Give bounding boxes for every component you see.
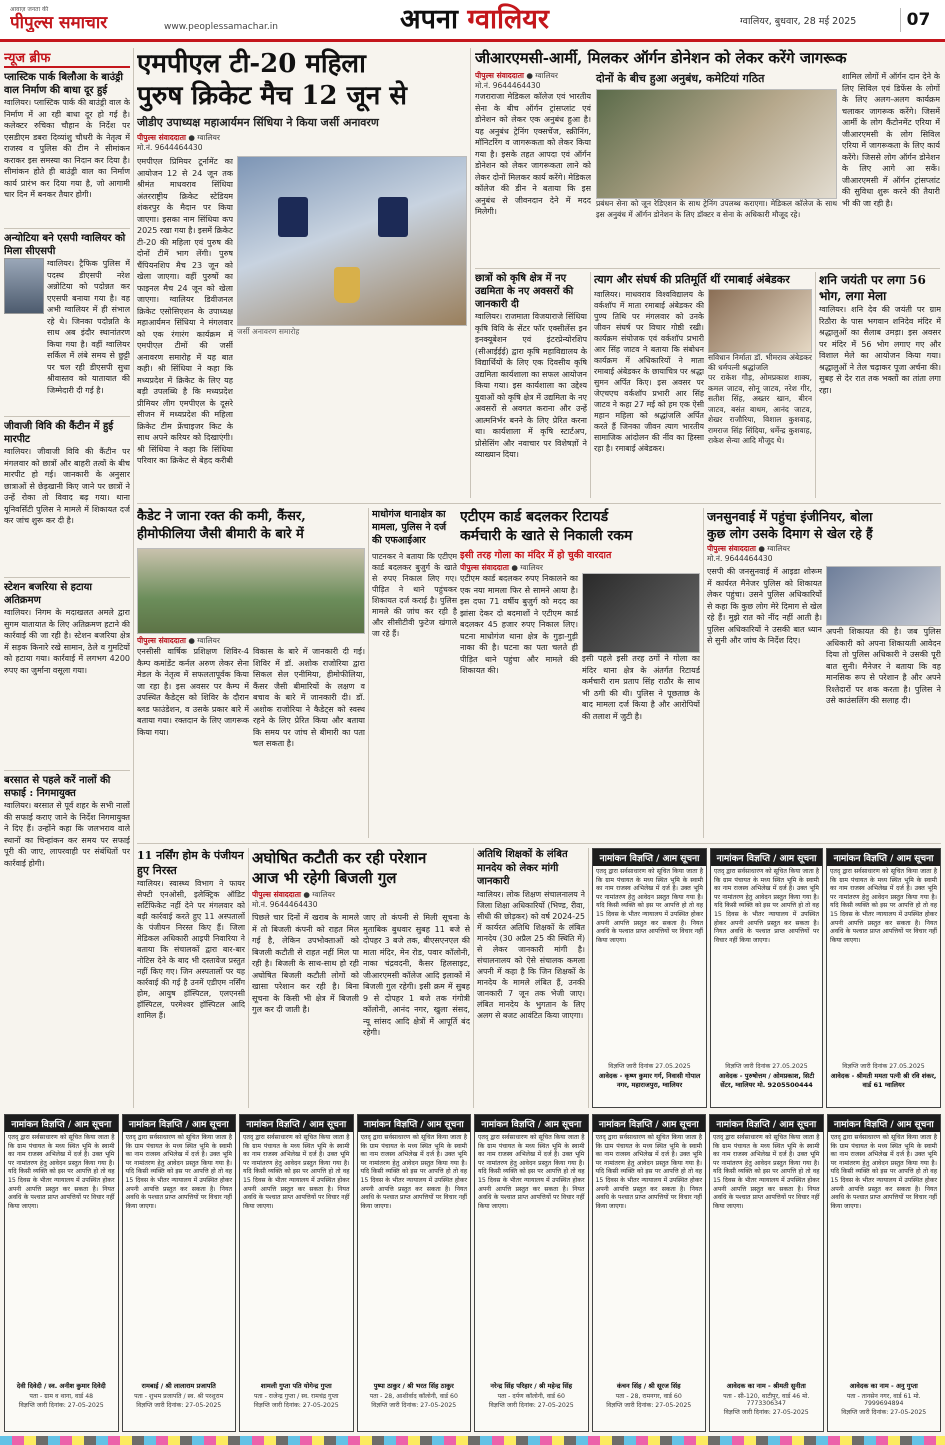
brief-text: ग्वालियर। जीवाजी विवि की कैंटीन पर मंगलवार को छात्रों और बाहरी तत्वों के बीच मारपीट हो गई। जानकारी के अनुसार छात्राओं से छेड़खानी किए जाने पर छात्रों ने उन्हें रोका तो विवाद बढ़ गया। थाना यूनिवर्सिटी पुलिस ने मामले में शिकायत दर्ज कर जांच शुरू कर दी है। — [4, 447, 130, 525]
public-notice — [827, 1114, 942, 1432]
notice-date: विज्ञप्ति जारी दिनांक: 27-05-2025 — [18, 1402, 104, 1409]
notice-title: नामांकन विज्ञप्ति / आम सूचना — [240, 1115, 353, 1132]
madhoganj-text: पाटनकर ने बताया कि एटीएम कार्ड बदलकर बुजुर्ग के खाते से रुपए निकाल लिए गए। पीड़ित ने थाने पहुंचकर शिकायत दर्ज कराई है। पुलिस मामले की जांच कर रही है और सीसीटीवी फुटेज खंगाले जा रहे हैं। — [372, 552, 457, 638]
guest-text: ग्वालियर। लोक शिक्षण संचालनालय ने जिला शिक्षा अधिकारियों (भिण्ड, रीवा, सीधी की छोड़कर) को वर्ष 2024-25 में कार्यरत अतिथि शिक्षकों के लंबित मानदेय (30 अप्रैल 25 की स्थिति में) से लेकर जानकारी मांगी है। संचालनालय को ऐसे संचालक कमला अपनी में कहा है कि जिन शिक्षकों के मानदेय के मामले लंबित हैं, उनकी जानकारी 7 जून तक भेजी जाए। लंबित मानदेय के भुगतान के लिए अलग से बजट आवंटित किया जाएगा। — [477, 889, 585, 1020]
atm-text: एटीएम कार्ड बदलकर रुपए निकालने का एक नया मामला फिर से सामने आया है। इस दफा 71 वर्षीय बुजुर्ग को मदद का झांसा देकर दो बदमाशों ने एटीएम कार्ड बदलकर 45 हजार रुपए निकाल लिए। घटना माधोगंज थाना क्षेत्र के गुड़ा-गुड़ी नाका की है। घटना का पता चलते ही पीड़ित थाने पहुंचा और मामले की शिकायत की। — [460, 574, 578, 675]
notice-title: नामांकन विज्ञप्ति / आम सूचना — [593, 1115, 706, 1132]
madhoganj-headline: माधोगंज थानाक्षेत्र का मामला, पुलिस ने दर्ज की एफआईआर — [372, 509, 447, 546]
byline-reporter: पीपुल्स संवाददाता — [460, 563, 509, 572]
notice-title: नामांकन विज्ञप्ति / आम सूचना — [710, 1115, 823, 1132]
cadet-byline: पीपुल्स संवाददाता ● ग्वालियर — [137, 636, 220, 645]
power-byline: पीपुल्स संवाददाता ● ग्वालियर — [252, 890, 335, 899]
cadet-headline-1: कैडेट ने जाना रक्त की कमी, कैंसर, — [137, 509, 306, 524]
public-notice — [357, 1114, 472, 1432]
jansunwai-text-2: अपनी शिकायत की है। जब पुलिस अधिकारी को अपना शिकायती आवेदन दिया तो पुलिस अधिकारी ने उसकी पूरी बात सुनी। मैनेजर ने बताया कि वह मानसिक रूप से परेशान है और अपने रिश्तेदारों पर शक करता है। पुलिस ने उसे काउंसलिंग की सलाह दी। — [826, 627, 941, 705]
print-registration-strip — [0, 1436, 945, 1445]
shani-text: ग्वालियर। शनि देव की जयंती पर ग्राम रिठौरा के पास भगवान शनिदेव मंदिर में श्रद्धालुओं का सैलाब उमड़ा। इस अवसर पर मंदिर में 56 भोग लगाए गए और विशाल मेले का आयोजन किया गया। श्रद्धालुओं ने तेल चढ़ाकर पूजा अर्चना की। सुबह से देर रात तक भक्तों का तांता लगा रहा। — [819, 305, 941, 395]
byline-reporter: पीपुल्स संवाददाता — [137, 133, 186, 142]
lead-photo — [237, 156, 467, 326]
atm-text-2: इसी पहले इसी तरह ठगों ने गोला का मंदिर थाना क्षेत्र के अंतर्गत रिटायर्ड कर्मचारी राम प्रताप सिंह राठौर के साथ भी ठगी की थी। पुलिस ने पूछताछ के बाद मामला दर्ज किया है और आरोपियों की तलाश में जुटी है। — [582, 654, 700, 721]
brief-text: ग्वालियर। बरसात से पूर्व शहर के सभी नालों की सफाई कराए जाने के निर्देश निगमायुक्त ने दिए हैं। उन्होंने कहा कि जलभराव वाले स्थानों का चिन्हांकन कर समय पर सफाई पूरी की जाए, लापरवाही पर संबंधितों पर कार्रवाई होगी। — [4, 801, 130, 868]
notice-addr: पता - दर्पण कॉलोनी, वार्ड 60 — [497, 1393, 565, 1400]
news-brief-column — [4, 48, 130, 1108]
jansunwai-mobile: मो.नं. 9644464430 — [707, 554, 773, 563]
public-notice — [709, 1114, 824, 1432]
notice-sign: शामली गुप्ता पति योगेन्द्र गुप्ता — [260, 1382, 332, 1390]
notice-title: नामांकन विज्ञप्ति / आम सूचना — [828, 1115, 941, 1132]
byline-city: ग्वालियर — [197, 133, 220, 142]
lead-mobile: मो.नं. 9644464430 — [137, 143, 203, 152]
cadet-headline-2: हीमोफीलिया जैसी बीमारी के बारे में — [137, 527, 304, 542]
notice-sign: रामबाई / श्री लालाराम प्रजापति — [141, 1382, 216, 1390]
notice-sign: कंचन सिंह / श्री सूरज सिंह — [616, 1382, 681, 1390]
ambedkar-story — [594, 272, 812, 498]
notice-body: एतद् द्वारा सर्वसाधारण को सूचित किया जाता है कि ग्राम पंचायत के मध्य स्थित भूमि के स्वामी का नाम राजस्व अभिलेख में दर्ज है। उक्त भूमि पर नामांतरण हेतु आवेदन प्रस्तुत किया गया है। यदि किसी व्यक्ति को इस पर आपत्ति हो तो वह 15 दिवस के भीतर न्यायालय में उपस्थित होकर अपनी आपत्ति प्रस्तुत कर सकता है। नियत अवधि के पश्चात प्राप्त आपत्तियों पर विचार नहीं किया जाएगा। — [8, 1134, 115, 1210]
notice-sign: आवेदक - कृष्ण कुमार गर्ग, निवासी गोपाल नगर, महाराजपुरा, ग्वालियर — [598, 1072, 701, 1089]
ambedkar-photo — [708, 289, 812, 353]
notice-sign: पुष्पा ठाकुर / श्री भरत सिंह ठाकुर — [373, 1382, 454, 1390]
public-notice — [4, 1114, 119, 1432]
lead-headline-1: एमपीएल टी-20 महिला — [137, 49, 366, 79]
website: www.peoplessamachar.in — [164, 22, 278, 32]
bottom-notices — [4, 1114, 941, 1432]
notice-body: एतद् द्वारा सर्वसाधारण को सूचित किया जाता है कि ग्राम पंचायत के मध्य स्थित भूमि के स्वामी का नाम राजस्व अभिलेख में दर्ज है। उक्त भूमि पर नामांतरण हेतु आवेदन प्रस्तुत किया गया है। यदि किसी व्यक्ति को इस पर आपत्ति हो तो वह 15 दिवस के भीतर न्यायालय में उपस्थित होकर अपनी आपत्ति प्रस्तुत कर सकता है। नियत अवधि के पश्चात प्राप्त आपत्तियों पर विचार नहीं किया जाएगा। — [360, 1134, 467, 1210]
army-mobile: मो.नं. 9644464430 — [475, 81, 541, 90]
section-title — [400, 2, 600, 38]
notice-addr: पता - 28, आशीर्वाद कॉलोनी, वार्ड 60 — [369, 1393, 458, 1400]
army-headline: जीआरएमसी-आर्मी, मिलकर ऑर्गन डोनेशन को लेकर करेंगे जागरूक — [475, 49, 847, 67]
notice-body: एतद् द्वारा सर्वसाधारण को सूचित किया जाता है कि ग्राम पंचायत के मध्य स्थित भूमि के स्वामी का नाम राजस्व अभिलेख में दर्ज है। उक्त भूमि पर नामांतरण हेतु आवेदन प्रस्तुत किया गया है। यदि किसी व्यक्ति को इस पर आपत्ति हो तो वह 15 दिवस के भीतर न्यायालय में उपस्थित होकर अपनी आपत्ति प्रस्तुत कर सकता है। नियत अवधि के पश्चात प्राप्त आपत्तियों पर विचार नहीं किया जाएगा। — [595, 1134, 702, 1210]
byline-city: ग्वालियर — [535, 71, 558, 80]
brief-title: स्टेशन बजरिया से हटाया अतिक्रमण — [4, 582, 93, 606]
paper-tagline: आवाज़ जनता की — [10, 6, 49, 13]
brief-title: प्लास्टिक पार्क बिलौआ के बाउंड्री वाल निर्माण की बाधा दूर हुई — [4, 72, 123, 96]
section-prefix: अपना — [400, 4, 458, 35]
byline-reporter: पीपुल्स संवाददाता — [137, 636, 186, 645]
public-notice — [710, 848, 823, 1108]
notice-sign: नरेन्द्र सिंह परिहार / श्री महेन्द्र सिंह — [490, 1382, 573, 1390]
notice-date: विज्ञप्ति जारी दिनांक: 27-05-2025 — [253, 1402, 339, 1409]
lead-text: एमपीएल प्रिमियर टूर्नामेंट का आयोजन 12 से 24 जून तक श्रीमंत माधवराव सिंधिया अंतरराष्ट्रीय क्रिकेट स्टेडियम शंकरपुर के मैदान पर किया जाएगा। इसका नाम सिंधिया कप 2025 रखा गया है। इसमें क्रिकेट टी-20 की महिला एवं पुरुष की दोनों टीमें भाग लेंगी। पुरुष चैंपियनशिप मैच 23 जून को खेला जाएगा। वहीं पुरुषों का फाइनल मैच 24 जून को खेला जाएगा। ग्वालियर डिवीजनल क्रिकेट एसोसिएशन के उपाध्यक्ष महाआर्यमन सिंधिया ने मंगलवार को एक रंगारंग कार्यक्रम में एमपीएल टीमों की जर्सी अनावरण समारोह में यह बात कही। श्री सिंधिया ने कहा कि मध्यप्रदेश में क्रिकेट के लिए यह बड़ी उपलब्धि है कि मध्यप्रदेश प्रीमियर लीग एमपीएल के दूसरे सीजन में मध्यप्रदेश की महिला क्रिकेट टीम फ्रेंचाइजर किट के साथ अपने करियर को दिखाएंगी। श्री सिंधिया ने कहा कि सिंधिया परिवार का क्रिकेट से बेहद करीबी — [137, 157, 233, 465]
notice-body: एतद् द्वारा सर्वसाधारण को सूचित किया जाता है कि ग्राम पंचायत के मध्य स्थित भूमि के स्वामी का नाम राजस्व अभिलेख में दर्ज है। उक्त भूमि पर नामांतरण हेतु आवेदन प्रस्तुत किया गया है। यदि किसी व्यक्ति को इस पर आपत्ति हो तो वह 15 दिवस के भीतर न्यायालय में उपस्थित होकर अपनी आपत्ति प्रस्तुत कर सकता है। नियत अवधि के पश्चात प्राप्त आपत्तियों पर विचार नहीं किया जाएगा। — [596, 868, 703, 944]
atm-story — [460, 508, 700, 838]
atm-subhead: इसी तरह गोला का मंदिर में हो चुकी वारदात — [460, 550, 612, 561]
page-number: 07 — [900, 8, 936, 32]
power-text-2: जाए तो कंपनी से मिली सूचना के मुताबिक बुधवार सुबह 11 बजे से दोपहर 3 बजे तक, बीएसएनएल की माता मंदिर, मेन रोड, पवार कॉलोनी, नाका चंद्रवदनी, कैसर हिलसाइट, जीआरएमसी कॉलेज आदि इलाकों में बिजली गुल रहेगी। इसी क्रम में सुबह 9 से दोपहर 1 बजे तक गंगोत्री कॉलोनी, आनंद नगर, खुला संसद, न्यू सांसद आदि क्षेत्रों में आपूर्ति बंद रहेगी। — [363, 913, 470, 1037]
public-notice — [122, 1114, 237, 1432]
public-notice — [826, 848, 941, 1108]
jansunwai-byline: पीपुल्स संवाददाता ● ग्वालियर — [707, 544, 790, 553]
nursing-story — [137, 848, 245, 1108]
cadet-text: एनसीसी वार्षिक प्रशिक्षण शिविर-4 कैम्प कमांडेंट कर्नल अरुण लेकर सेना मेडल के नेतृत्व में सफलतापूर्वक किया जा रहा है। इस अवसर पर कैम्प में उपस्थित कैडेट्स को शिविर के दौरान ब्लड फाउंडेशन, व उसके प्रकार बारे में बताया गया। रक्तदान के लिए जागरूक किया गया। — [137, 647, 249, 737]
ambedkar-text: ग्वालियर। माधवराव विश्वविद्यालय के वर्कशॉप में माता रमाबाई अंबेडकर की पुण्य तिथि पर मंगलवार को उनके जीवन संघर्ष पर विचार गोष्ठी रखी। कार्यक्रम संयोजक एवं वर्कशॉप प्रभारी आर सिंह जाटव ने बताया कि संबोधन कार्यक्रम में अधिकारियों ने माता रमाबाई अंबेडकर के छायाचित्र पर श्रद्धा सुमन अर्पित किए। इस अवसर पर जेएचएच वर्कशॉप प्रभारी आर सिंह जाटव ने कहा 27 मई को हम एक ऐसी महान महिला को श्रद्धांजलि अर्पित करते हैं जिनका जीवन त्याग भारतीय सामाजिक आंदोलन की नींव का हिस्सा रहा है। रमाबाई अंबेडकर। — [594, 290, 704, 453]
brief-item — [4, 420, 130, 574]
jansunwai-headline-1: जनसुनवाई में पहुंचा इंजीनियर, बोला — [707, 509, 873, 524]
notice-body: एतद् द्वारा सर्वसाधारण को सूचित किया जाता है कि ग्राम पंचायत के मध्य स्थित भूमि के स्वामी का नाम राजस्व अभिलेख में दर्ज है। उक्त भूमि पर नामांतरण हेतु आवेदन प्रस्तुत किया गया है। यदि किसी व्यक्ति को इस पर आपत्ति हो तो वह 15 दिवस के भीतर न्यायालय में उपस्थित होकर अपनी आपत्ति प्रस्तुत कर सकता है। नियत अवधि के पश्चात प्राप्त आपत्तियों पर विचार नहीं किया जाएगा। — [714, 868, 819, 944]
cadet-photo — [137, 548, 365, 634]
army-caption: प्रबंधन सेना को जून रेडिएशन के साथ ट्रेनिंग उपलब्ध कराएगा। मेडिकल कॉलेज के साथ इस अनुबंध में ऑर्गन डोनेशन के लिए डॉक्टर व सेना के अधिकारी मौजूद रहे। — [596, 199, 837, 219]
public-notice — [474, 1114, 589, 1432]
dateline: ग्वालियर, बुधवार, 28 मई 2025 — [740, 16, 857, 27]
brief-item — [4, 71, 130, 225]
notice-date: विज्ञप्ति जारी दिनांक: 27-05-2025 — [723, 1409, 809, 1416]
ambedkar-headline: त्याग और संघर्ष की प्रतिमूर्ति थीं रमाबाई अंबेडकर — [594, 273, 790, 286]
notice-addr: पता - राजेन्द्र गुप्ता / स्व. रामचंद्र गुप्ता — [253, 1393, 339, 1400]
notice-title: नामांकन विज्ञप्ति / आम सूचना — [475, 1115, 588, 1132]
army-text: गजराराजा मेडिकल कॉलेज एवं भारतीय सेना के बीच ऑर्गन ट्रांसप्लांट एवं डोनेशन को लेकर एक अनुबंध हुआ है। यह अनुबंध ट्रेनिंग एक्सचेंज, स्क्रीनिंग, मॉनिटरिंग व जागरूकता को लेकर किया गया है। इसके तहत आपदा एवं ऑर्गन डोनेशन को लेकर जागरूकता लाने को लेकर दोनों मिलकर कार्य करेंगे। मेडिकल कॉलेज की डीन ने बताया कि इस अनुबंध से जीवनदान देने में मदद मिलेगी। — [475, 92, 591, 216]
jersey-icon — [278, 197, 308, 237]
jansunwai-headline-2: कुछ लोग उसके दिमाग से खेल रहे हैं — [707, 526, 873, 541]
atm-photo — [582, 573, 700, 653]
jansunwai-text: एसपी की जनसुनवाई में आइडा शोरूम में कार्यरत मैनेजर पुलिस को शिकायत लेकर पहुंचा। उसने पुलिस अधिकारियों से कहा कि कुछ लोग मेरे दिमाग से खेल रहे हैं। मुझे रात को नींद नहीं आती है। पुलिस अधिकारियों ने उसकी बात ध्यान से सुनी और जांच के निर्देश दिए। — [707, 567, 822, 645]
notice-date: विज्ञप्ति जारी दिनांक 27.05.2025 — [608, 1063, 691, 1070]
power-headline-2: आज भी रहेगी बिजली गुल — [252, 869, 397, 887]
army-subhead: दोनों के बीच हुआ अनुबंध, कमेटियां गठित — [596, 72, 765, 85]
power-story — [252, 848, 470, 1108]
nursing-text: ग्वालियर। स्वास्थ्य विभाग ने फायर सेफ्टी एनओसी, इलेक्ट्रिक ऑडिट सर्टिफिकेट नहीं देने पर मंगलवार को बड़ी कार्रवाई करते हुए 11 अस्पतालों के पंजीयन निरस्त किए हैं। जिला मेडिकल अधिकारी आइपी निवारिया ने बताया कि संचालकों द्वारा बार-बार नोटिस देने के बाद भी दस्तावेज प्रस्तुत नहीं किए गए। जिन अस्पतालों पर यह कार्रवाई की गई है उनमें एडीएम नर्सिंग होम, आयुष हॉस्पिटल, एलएनसी हॉस्पिटल, परमेश्वर हॉस्पिटल आदि शामिल हैं। — [137, 879, 245, 1020]
brief-title: बरसात से पहले करें नालों की सफाई : निगमायुक्त — [4, 775, 111, 799]
nursing-headline: 11 नर्सिंग होम के पंजीयन हुए निरस्त — [137, 849, 244, 877]
masthead — [0, 0, 945, 42]
brief-item — [4, 774, 130, 970]
byline-city: ग्वालियर — [197, 636, 220, 645]
notice-body: एतद् द्वारा सर्वसाधारण को सूचित किया जाता है कि ग्राम पंचायत के मध्य स्थित भूमि के स्वामी का नाम राजस्व अभिलेख में दर्ज है। उक्त भूमि पर नामांतरण हेतु आवेदन प्रस्तुत किया गया है। यदि किसी व्यक्ति को इस पर आपत्ति हो तो वह 15 दिवस के भीतर न्यायालय में उपस्थित होकर अपनी आपत्ति प्रस्तुत कर सकता है। नियत अवधि के पश्चात प्राप्त आपत्तियों पर विचार नहीं किया जाएगा। — [478, 1134, 585, 1210]
notice-title: नामांकन विज्ञप्ति / आम सूचना — [5, 1115, 118, 1132]
notice-date: विज्ञप्ति जारी दिनांक: 27-05-2025 — [606, 1402, 692, 1409]
brief-title: जीवाजी विवि की कैंटीन में हुई मारपीट — [4, 421, 114, 445]
power-headline-1: अघोषित कटौती कर रही परेशान — [252, 849, 427, 867]
officer-photo — [4, 258, 44, 314]
notice-addr: पता - 28, रामनगर, वार्ड 60 — [615, 1393, 682, 1400]
byline-city: ग्वालियर — [520, 563, 543, 572]
brief-item — [4, 581, 130, 767]
notice-body: एतद् द्वारा सर्वसाधारण को सूचित किया जाता है कि ग्राम पंचायत के मध्य स्थित भूमि के स्वामी का नाम राजस्व अभिलेख में दर्ज है। उक्त भूमि पर नामांतरण हेतु आवेदन प्रस्तुत किया गया है। यदि किसी व्यक्ति को इस पर आपत्ति हो तो वह 15 दिवस के भीतर न्यायालय में उपस्थित होकर अपनी आपत्ति प्रस्तुत कर सकता है। नियत अवधि के पश्चात प्राप्त आपत्तियों पर विचार नहीं किया जाएगा। — [125, 1134, 232, 1210]
byline-reporter: पीपुल्स संवाददाता — [707, 544, 756, 553]
lead-byline: पीपुल्स संवाददाता ● ग्वालियर — [137, 133, 220, 142]
public-notice — [239, 1114, 354, 1432]
paper-name: पीपुल्स समाचार — [10, 13, 108, 32]
power-mobile: मो.नं. 9644464430 — [252, 900, 318, 909]
jansunwai-story — [707, 508, 941, 838]
paper-logo — [10, 6, 160, 32]
byline-city: ग्वालियर — [767, 544, 790, 553]
notice-title: नामांकन विज्ञप्ति / आम सूचना — [711, 849, 822, 866]
notice-sign: आवेदक का नाम - श्रीमती सुनीता — [726, 1382, 806, 1390]
notice-title: नामांकन विज्ञप्ति / आम सूचना — [827, 849, 940, 866]
notice-addr: पता - तानसेन नगर, वार्ड 61 मो. 7999694894 — [846, 1393, 921, 1407]
notice-date: विज्ञप्ति जारी दिनांक: 27-05-2025 — [136, 1402, 222, 1409]
guest-teacher-story — [477, 848, 585, 1108]
brief-tag: न्यूज ब्रीफ — [4, 48, 130, 68]
lead-headline-2: पुरुष क्रिकेट मैच 12 जून से — [137, 81, 407, 111]
notice-date: विज्ञप्ति जारी दिनांक 27.05.2025 — [842, 1063, 925, 1070]
notice-date: विज्ञप्ति जारी दिनांक: 27-05-2025 — [371, 1402, 457, 1409]
agri-story — [475, 272, 587, 498]
shani-headline: शनि जयंती पर लगा 56 भोग, लगा मेला — [819, 273, 926, 303]
notice-date: विज्ञप्ति जारी दिनांक: 27-05-2025 — [841, 1409, 927, 1416]
public-notice — [592, 1114, 707, 1432]
atm-headline-2: कर्मचारी के खाते से निकाली रकम — [460, 528, 633, 544]
army-byline: पीपुल्स संवाददाता ● ग्वालियर — [475, 71, 558, 80]
notice-body: एतद् द्वारा सर्वसाधारण को सूचित किया जाता है कि ग्राम पंचायत के मध्य स्थित भूमि के स्वामी का नाम राजस्व अभिलेख में दर्ज है। उक्त भूमि पर नामांतरण हेतु आवेदन प्रस्तुत किया गया है। यदि किसी व्यक्ति को इस पर आपत्ति हो तो वह 15 दिवस के भीतर न्यायालय में उपस्थित होकर अपनी आपत्ति प्रस्तुत कर सकता है। नियत अवधि के पश्चात प्राप्त आपत्तियों पर विचार नहीं किया जाएगा। — [830, 1134, 937, 1210]
brief-title: अन्योटिया बने एसपी ग्वालियर को मिला सीएसपी — [4, 233, 126, 257]
public-notice — [592, 848, 707, 1108]
notice-date: विज्ञप्ति जारी दिनांक 27.05.2025 — [725, 1063, 808, 1070]
brief-text: ग्वालियर। निगम के मदाखलत अमले द्वारा सुगम यातायात के लिए अतिक्रमण हटाने की कार्रवाई की जा रही है। स्टेशन बजरिया क्षेत्र में सड़क किनारे रखे सामान, ठेले व गुमटियों को हटाया गया। कार्रवाई में लगभग 4200 रुपए का जुर्माना वसूला गया। — [4, 608, 130, 675]
cadet-story — [137, 508, 365, 838]
madhoganj-story — [372, 508, 457, 838]
trophy-icon — [334, 267, 360, 303]
atm-headline-1: एटीएम कार्ड बदलकर रिटायर्ड — [460, 509, 609, 525]
notice-sign: आवेदक - श्रीमती ममता पत्नी श्री रवि शंकर, वार्ड 61 ग्वालियर — [830, 1072, 937, 1089]
notice-sign: देवी दिवेदी / स्व. अनीश कुमार दिवेदी — [16, 1382, 106, 1390]
agri-headline: छात्रों को कृषि क्षेत्र में नए उद्यमिता के नए अवसरों की जानकारी दी — [475, 273, 574, 310]
notice-sign: आवेदक - पुरुषोत्तम / ओमप्रकाश, सिटी सेंटर, ग्वालियर मो. 9205500444 — [718, 1072, 815, 1089]
ambedkar-caption: सविधान निर्माता डॉ. भीमराव अंबेडकर की धर्मपत्नी श्रद्धांजलि — [708, 353, 812, 372]
lead-subhead: जीडीए उपाध्यक्ष महाआर्यमन सिंधिया ने किया जर्सी अनावरण — [137, 116, 379, 129]
notice-body: एतद् द्वारा सर्वसाधारण को सूचित किया जाता है कि ग्राम पंचायत के मध्य स्थित भूमि के स्वामी का नाम राजस्व अभिलेख में दर्ज है। उक्त भूमि पर नामांतरण हेतु आवेदन प्रस्तुत किया गया है। यदि किसी व्यक्ति को इस पर आपत्ति हो तो वह 15 दिवस के भीतर न्यायालय में उपस्थित होकर अपनी आपत्ति प्रस्तुत कर सकता है। नियत अवधि के पश्चात प्राप्त आपत्तियों पर विचार नहीं किया जाएगा। — [243, 1134, 350, 1210]
power-text: पिछले चार दिनों में खराब के मामले में तो बिजली कंपनी को राहत मिल गई है, लेकिन उपभोक्ताओं को बिजली कटौती से राहत नहीं मिल पा रही है। बिजली के साथ-साथ हो रही अघोषित बिजली कटौती लोगों को खासा परेशान कर रही है। बिना सूचना के किसी भी क्षेत्र में बिजली गुल कर दी जाती है। — [252, 913, 359, 1014]
cadet-text-2: विकास के बारे में जानकारी दी गई। शिविर में डॉ. अशोक राजोरिया द्वारा सिकल सेल एनीमिया, हीमोफीलिया, कैंसर जैसी बीमारियों के लक्षण व बचाव के बारे में जानकारी दी। डॉ. अशोक राजोरिया ने कैडेट्स को स्वस्थ रहने के लिए प्रेरित किया और बताया कि समय पर जांच से बीमारी का पता चल सकता है। — [253, 647, 365, 748]
atm-byline: पीपुल्स संवाददाता ● ग्वालियर — [460, 563, 543, 572]
jersey-icon — [378, 197, 408, 237]
army-photo — [596, 89, 837, 199]
byline-reporter: पीपुल्स संवाददाता — [252, 890, 301, 899]
photo-caption: जर्सी अनावरण समारोह — [237, 327, 300, 336]
brief-item — [4, 232, 130, 413]
guest-headline: अतिथि शिक्षकों के लंबित मानदेय को लेकर मांगी जानकारी — [477, 849, 568, 887]
jansunwai-photo — [826, 566, 941, 626]
army-story — [475, 48, 940, 263]
notice-addr: पता - सी-120, थाटीपुर, वार्ड 46 मो. 7773306347 — [723, 1393, 810, 1407]
notice-sign: आवेदक का नाम - अनु गुप्ता — [849, 1382, 918, 1390]
section-city: ग्वालियर — [467, 4, 549, 35]
byline-reporter: पीपुल्स संवाददाता — [475, 71, 524, 80]
notice-addr: पता - ग्राम व थाना, वार्ड 48 — [29, 1393, 94, 1400]
notice-date: विज्ञप्ति जारी दिनांक: 27-05-2025 — [488, 1402, 574, 1409]
shani-story — [819, 272, 941, 498]
notice-title: नामांकन विज्ञप्ति / आम सूचना — [593, 849, 706, 866]
notice-title: नामांकन विज्ञप्ति / आम सूचना — [358, 1115, 471, 1132]
notice-addr: पता - शुभम प्रजापति / स्व. श्री परशुराम — [134, 1393, 224, 1400]
brief-text: ग्वालियर। प्लास्टिक पार्क की बाउंड्री वाल के निर्माण में आ रही बाधा दूर हो गई है। कलेक्टर रुचिका चौहान के निर्देश पर एसडीएम डबरा दिव्यांशु चौधरी के नेतृत्व में राजस्व व पुलिस की टीम ने सीमांकन कराकर इस समस्या का निदान कर दिया है। सीमांकन होते ही बाउंड्री वाल का निर्माण कार्य प्रारंभ कर दिया गया है, जो आगामी चार दिन में बनकर तैयार होगी। — [4, 98, 130, 199]
notice-body: एतद् द्वारा सर्वसाधारण को सूचित किया जाता है कि ग्राम पंचायत के मध्य स्थित भूमि के स्वामी का नाम राजस्व अभिलेख में दर्ज है। उक्त भूमि पर नामांतरण हेतु आवेदन प्रस्तुत किया गया है। यदि किसी व्यक्ति को इस पर आपत्ति हो तो वह 15 दिवस के भीतर न्यायालय में उपस्थित होकर अपनी आपत्ति प्रस्तुत कर सकता है। नियत अवधि के पश्चात प्राप्त आपत्तियों पर विचार नहीं किया जाएगा। — [713, 1134, 820, 1210]
notice-title: नामांकन विज्ञप्ति / आम सूचना — [123, 1115, 236, 1132]
agri-text: ग्वालियर। राजमाता विजयाराजे सिंधिया कृषि विवि के सेंटर फॉर एक्सीलेंस इन इनक्यूबेशन एवं इंटरप्रेन्योरशिप (सीआईईई) द्वारा कृषि महाविद्यालय के विद्यार्थियों के लिए एक दिवसीय कृषि उद्यमिता कार्यशाला का सफल आयोजन किया गया। इस कार्यशाला का उद्देश्य युवाओं को कृषि क्षेत्र में उद्यमिता के नए अवसरों से अवगत कराना और उन्हें आत्मनिर्भर बनने के लिए प्रेरित करना था। कार्यशाला में कृषि स्टार्टअप, प्रोसेसिंग और नवाचार पर विशेषज्ञों ने व्याख्यान दिया। — [475, 312, 587, 459]
lead-story — [137, 48, 467, 498]
notice-body: एतद् द्वारा सर्वसाधारण को सूचित किया जाता है कि ग्राम पंचायत के मध्य स्थित भूमि के स्वामी का नाम राजस्व अभिलेख में दर्ज है। उक्त भूमि पर नामांतरण हेतु आवेदन प्रस्तुत किया गया है। यदि किसी व्यक्ति को इस पर आपत्ति हो तो वह 15 दिवस के भीतर न्यायालय में उपस्थित होकर अपनी आपत्ति प्रस्तुत कर सकता है। नियत अवधि के पश्चात प्राप्त आपत्तियों पर विचार नहीं किया जाएगा। — [830, 868, 937, 944]
brief-text: ग्वालियर। ट्रैफिक पुलिस में पदस्थ डीएसपी नरेश अन्नोटिया को पदोन्नत कर एएसपी बनाया गया है। वह अभी ग्वालियर में ही संभाल रहे थे। जिनका पदोन्नति के साथ अब इंदौर स्थानांतरण किया गया है। वहीं ग्वालियर सर्किल में लंबे समय से छुट्टी पर चल रही डीएसपी सुधा श्रीवास्तव को यातायात की जिम्मेदारी दी गई है। — [47, 259, 130, 395]
byline-city: ग्वालियर — [312, 890, 335, 899]
army-text-2: शामिल लोगों में ऑर्गन दान देने के लिए सिविल एवं डिफेंस के लोगों के लिए अलग-अलग कार्यक्रम चलाकर जागरूक करेंगे। जिसमें आर्मी के लोग कैंटोनमेंट एरिया में जीआरएमसी के लोग सिविल एरिया में जागरूकता के लिए कार्य करेंगे। जिससे लोग ऑर्गन डोनेशन के लिए आगे आ सकें। जीआरएमसी में ऑर्गन ट्रांसप्लांट की सुविधा शुरू करने की तैयारी भी की जा रही है। — [842, 72, 940, 208]
ambedkar-text-2: पर राकेश गौड़, ओमप्रकाश शाक्य, कमल जाटव, सोनू जाटव, नरेश गीर, सतीश सिंह, अख्तर खान, बीरन जाटव, बसंत बाथम, आनंद जाटव, शेखर राजौरिया, विशाल कुशवाह, रामराज सिंह सिंदिया, धर्मेन्द्र कुशवाह, राकेश सेन्या आदि मौजूद थे। — [708, 373, 812, 445]
